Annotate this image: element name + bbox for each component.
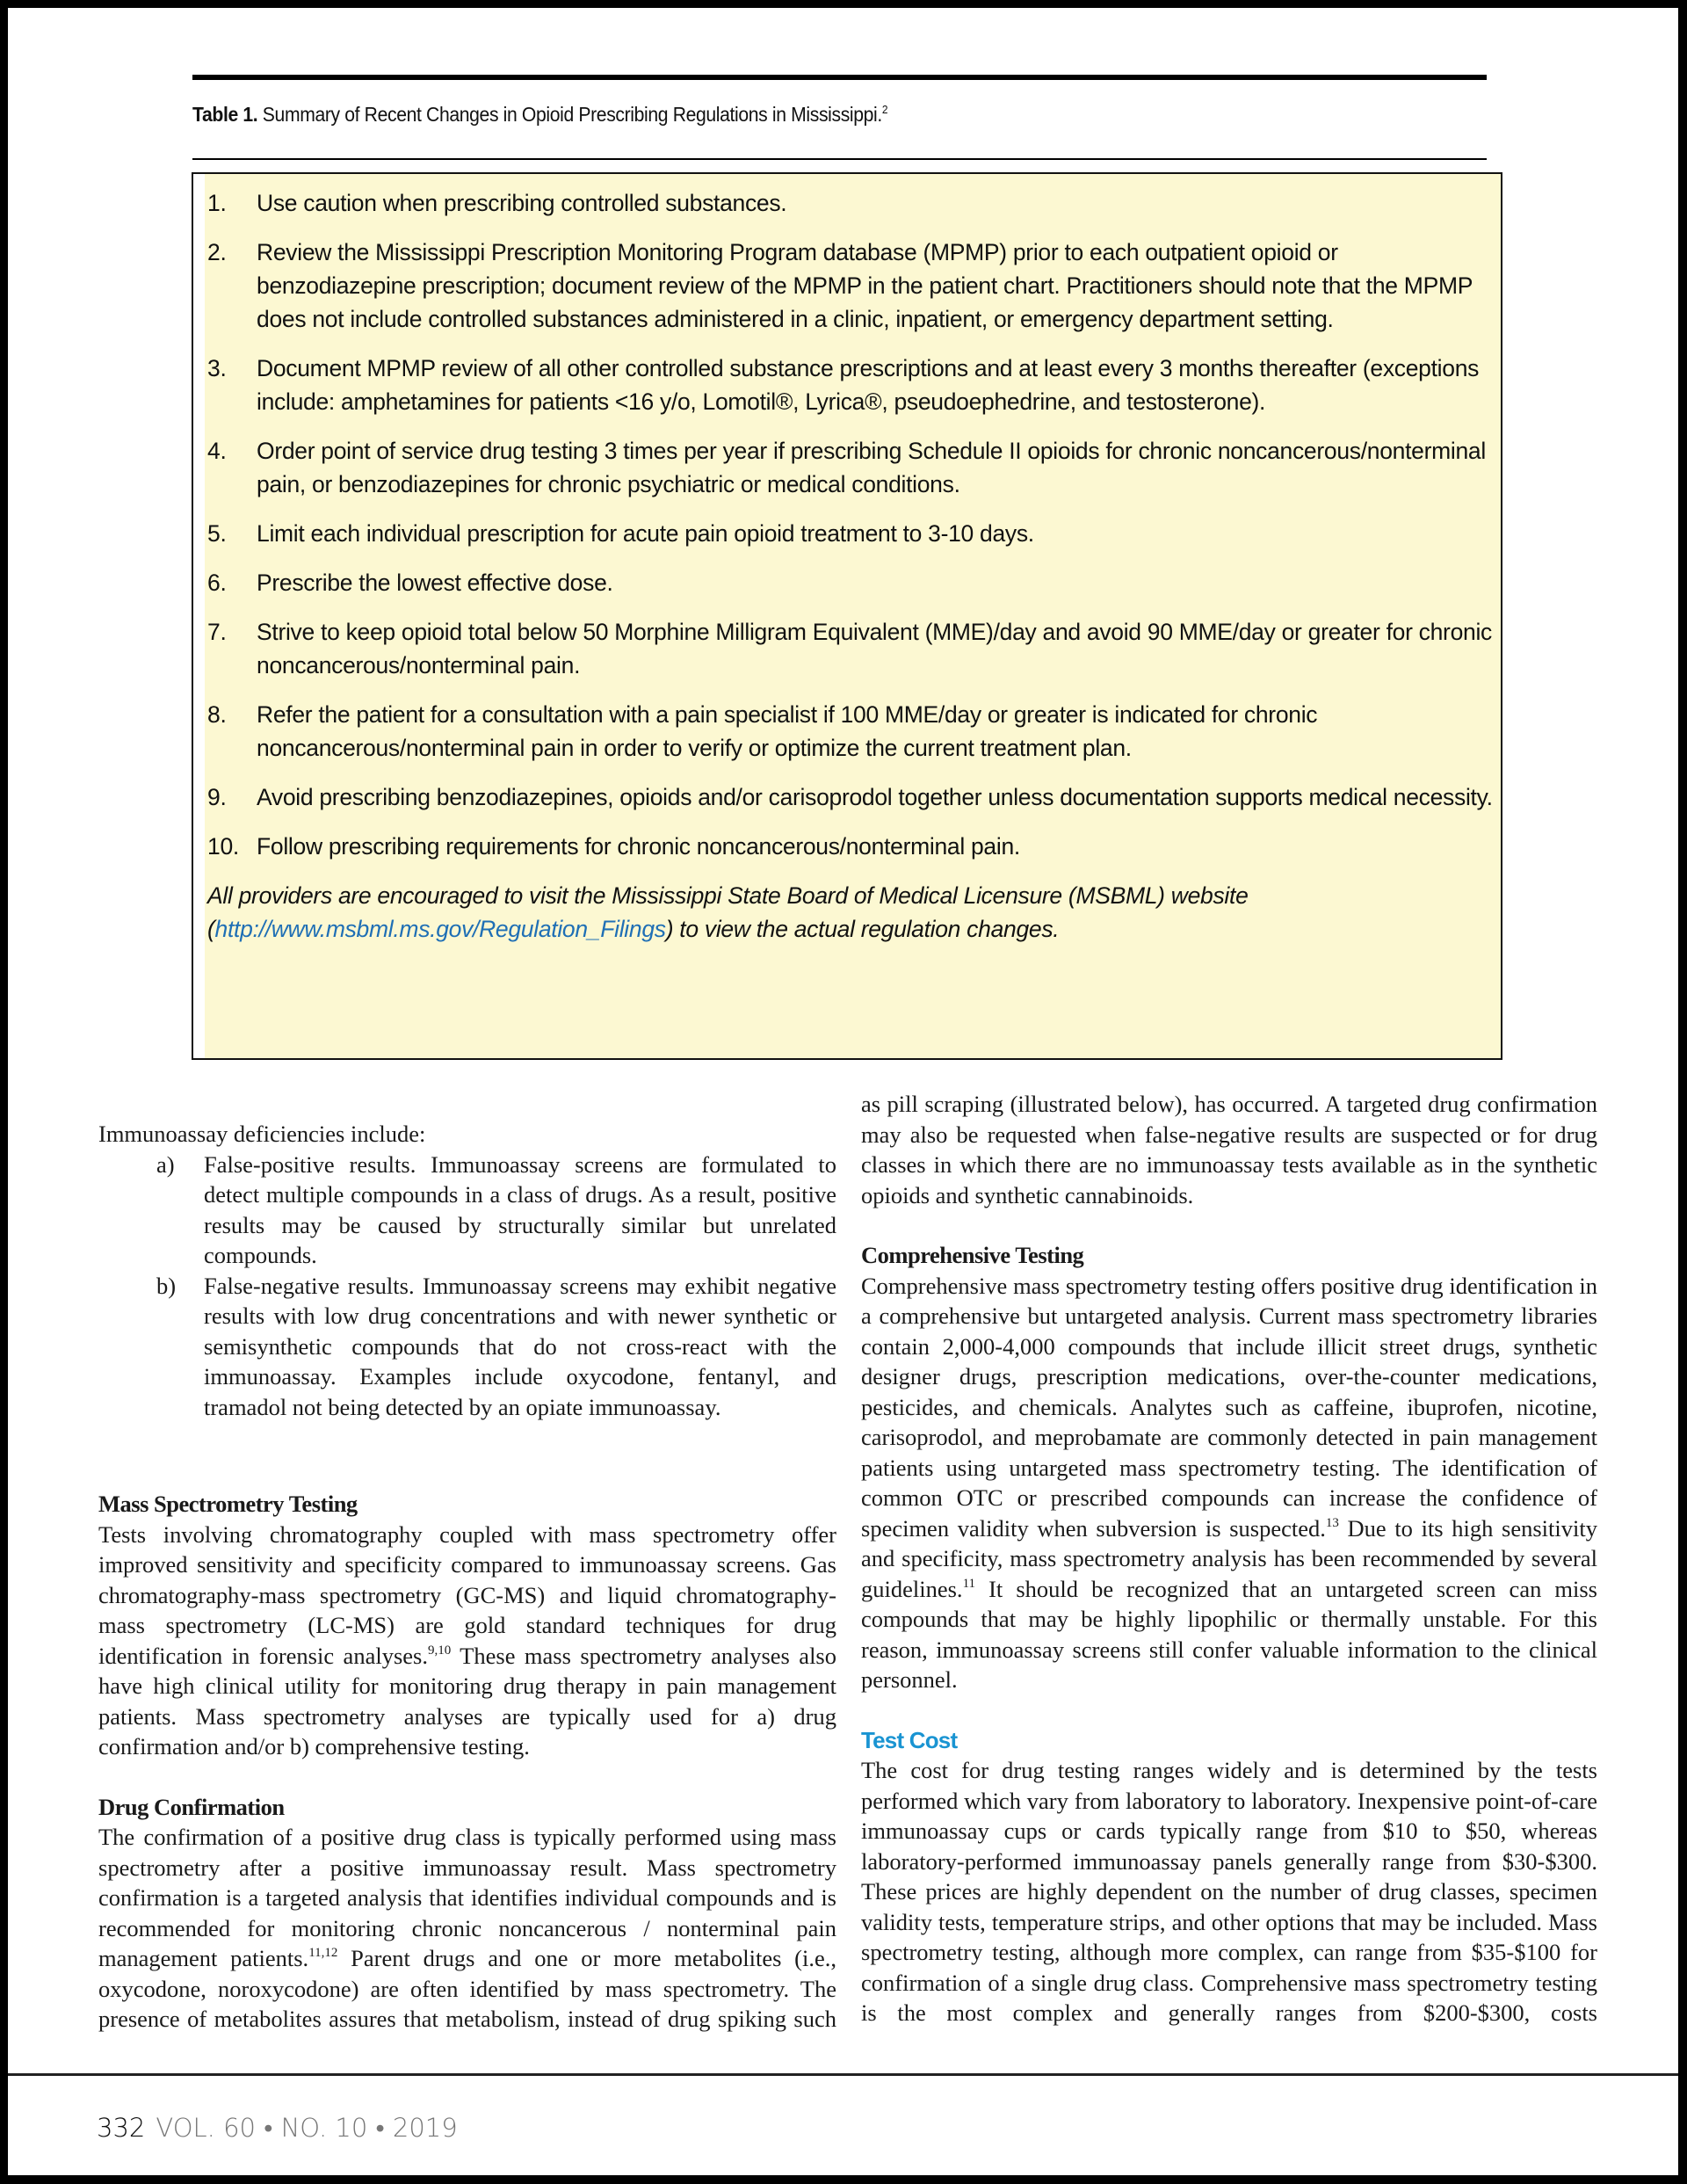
regulation-item	[207, 352, 1494, 418]
left-column	[98, 1119, 836, 2035]
item-text: Order point of service drug testing 3 times per year if prescribing Schedule II opioids for chronic noncancerous/nonterminal pain, or benzodiazepines for chronic psychiatric or medical conditions.	[257, 438, 1486, 497]
item-text: Limit each individual prescription for acute pain opioid treatment to 3-10 days.	[257, 520, 1034, 547]
item-text: Document MPMP review of all other controlled substance prescriptions and at least every 3 months thereafter (exceptions include: amphetamines for patients <16 y/o, Lomotil®, Lyrica®, pseudoephedrine, and testosterone).	[257, 355, 1480, 415]
page-footer	[97, 2113, 458, 2144]
mass-spectrometry-paragraph	[98, 1520, 836, 1762]
table-caption-ref: 2	[881, 103, 888, 116]
regulation-item	[207, 615, 1494, 682]
table-caption-text: Summary of Recent Changes in Opioid Prescribing Regulations in Mississippi.	[257, 103, 882, 126]
citation-ref: 11,12	[308, 1946, 338, 1960]
item-number: 3.	[207, 355, 227, 381]
regulation-item	[207, 186, 1494, 220]
test-cost-paragraph: The cost for drug testing ranges widely and is determined by the tests performed which vary from laboratory to laboratory. Inexpensive point-of-care immunoassay cups or cards typically range from $10 to $50, whereas laboratory-performed immunoassay panels generally range from $30-$300. These prices are highly dependent on the number of drug classes, specimen validity tests, temperature strips, and other options that may be included. Mass spectrometry testing, although more complex, can range from $35-$100 for confirmation of a single drug class. Comprehensive mass spectrometry testing is the most complex and generally ranges from $200-$300, costs	[861, 1757, 1597, 2026]
paragraph-text: Comprehensive mass spectrometry testing offers positive drug identification in a comprehensive but untargeted analysis. Current mass spectrometry libraries contain 2,000-4,000 compounds that include illicit street drugs, synthetic designer drugs, prescription medications, over-the-counter medications, pesticides, and chemicals. Analytes such as caffeine, ibuprofen, nicotine, carisoprodol, and meprobamate are commonly detected in pain management patients using untargeted mass spectrometry testing. The identification of common OTC or prescribed compounds can increase the confidence of specimen validity when subversion is suspected.	[861, 1272, 1597, 1542]
deficiencies-list	[98, 1150, 836, 1423]
item-text: Use caution when prescribing controlled substances.	[257, 190, 787, 216]
note-text: ) to view the actual regulation changes.	[665, 916, 1060, 942]
item-number: 8.	[207, 701, 227, 728]
regulation-item	[207, 780, 1494, 814]
citation-ref: 11	[962, 1576, 976, 1591]
regulation-item	[207, 566, 1494, 599]
page-number: 332	[97, 2113, 146, 2143]
section-heading-mass-spectrometry: Mass Spectrometry Testing	[98, 1491, 358, 1517]
section-heading-comprehensive-testing: Comprehensive Testing	[861, 1242, 1084, 1268]
item-number: 4.	[207, 438, 227, 464]
paragraph-text: Parent drugs and one or more metabolites (i.e., oxycodone, noroxycodone) are often identified by mass spectrometry. The presence of metabolites assures that metabolism, instead of drug spiking such	[98, 1945, 836, 2032]
table-caption	[192, 103, 887, 127]
item-text: False-negative results. Immunoassay screens may exhibit negative results with low drug concentrations and with newer synthetic or semisynthetic compounds that do not cross-react with the immunoassay. Examples include oxycodone, fentanyl, and tramadol not being detected by an opiate immunoassay.	[204, 1272, 836, 1420]
item-text: Prescribe the lowest effective dose.	[257, 570, 613, 596]
note-text: All providers are encouraged to visit the Mississippi State Board of Medical Licensure (MSBML) website (	[207, 882, 1249, 942]
item-number: 1.	[207, 190, 227, 216]
deficiency-item	[98, 1150, 836, 1271]
item-text: Avoid prescribing benzodiazepines, opioids and/or carisoprodol together unless documentation supports medical necessity.	[257, 784, 1493, 810]
item-text: Follow prescribing requirements for chronic noncancerous/nonterminal pain.	[257, 833, 1020, 860]
item-number: 2.	[207, 239, 227, 265]
paragraph-text: Tests involving chromatography coupled with mass spectrometry offer improved sensitivity and specificity compared to immunoassay screens. Gas chromatography-mass spectrometry (GC-MS) and liquid chromatography-mass spectrometry (LC-MS) are gold standard techniques for drug identification in forensic analyses.	[98, 1520, 836, 1669]
regulation-item	[207, 517, 1494, 550]
regulation-item	[207, 434, 1494, 501]
table-note	[207, 879, 1494, 946]
document-page	[8, 8, 1678, 2175]
item-text: Refer the patient for a consultation with a pain specialist if 100 MME/day or greater is indicated for chronic noncancerous/nonterminal pain in order to verify or optimize the current treatment plan.	[257, 701, 1318, 761]
regulations-list	[207, 186, 1494, 946]
table-caption-rule	[192, 158, 1487, 160]
volume-info: VOL. 60 • NO. 10 • 2019	[156, 2113, 458, 2143]
regulation-item	[207, 698, 1494, 765]
section-heading-drug-confirmation: Drug Confirmation	[98, 1793, 285, 1820]
footer-rule	[8, 2073, 1678, 2076]
item-label: a)	[156, 1150, 175, 1178]
paragraph-text: It should be recognized that an untargeted screen can miss compounds that may be highly lipophilic or thermally unstable. For this reason, immunoassay screens still confer valuable information to the clinical personnel.	[861, 1575, 1597, 1693]
item-text: Review the Mississippi Prescription Monitoring Program database (MPMP) prior to each outpatient opioid or benzodiazepine prescription; document review of the MPMP in the patient chart. Practitioners should note that the MPMP does not include controlled substances administered in a clinic, inpatient, or emergency department setting.	[257, 239, 1473, 332]
deficiencies-intro: Immunoassay deficiencies include:	[98, 1121, 426, 1147]
item-number: 5.	[207, 520, 227, 547]
item-text: Strive to keep opioid total below 50 Morphine Milligram Equivalent (MME)/day and avoid 90 MME/day or greater for chronic noncancerous/nonterminal pain.	[257, 619, 1492, 678]
citation-ref: 9,10	[427, 1643, 452, 1658]
paragraph-text: These mass spectrometry analyses also have high clinical utility for monitoring drug therapy in pain management patients. Mass spectrometry analyses are typically used for a) drug confirmation and/or b) comprehensive testing.	[98, 1642, 836, 1760]
drug-confirmation-continued: as pill scraping (illustrated below), has occurred. A targeted drug confirmation may also be requested when false-negative results are suspected or for drug classes in which there are no immunoassay tests available as in the synthetic opioids and synthetic cannabinoids.	[861, 1091, 1597, 1208]
citation-ref: 13	[1325, 1515, 1339, 1530]
table-caption-label: Table 1.	[192, 103, 258, 126]
paragraph-text: The confirmation of a positive drug class is typically performed using mass spectrometry after a positive immunoassay result. Mass spectrometry confirmation is a targeted analysis that identifies individual compounds and is recommended for monitoring chronic noncancerous / nonterminal pain management patients.	[98, 1824, 836, 1971]
item-number: 7.	[207, 619, 227, 645]
item-label: b)	[156, 1272, 177, 1299]
regulation-item	[207, 830, 1494, 863]
msbml-link[interactable]: http://www.msbml.ms.gov/Regulation_Filings	[214, 916, 666, 942]
section-heading-test-cost: Test Cost	[861, 1726, 958, 1753]
drug-confirmation-paragraph	[98, 1822, 836, 2035]
item-number: 9.	[207, 784, 227, 810]
right-column	[861, 1089, 1597, 2028]
deficiency-item	[98, 1271, 836, 1423]
regulations-table	[192, 172, 1502, 1060]
item-number: 6.	[207, 570, 227, 596]
comprehensive-testing-paragraph	[861, 1271, 1597, 1695]
item-text: False-positive results. Immunoassay screens are formulated to detect multiple compounds in a class of drugs. As a result, positive results may be caused by structurally similar but unrelated compounds.	[204, 1150, 836, 1268]
paragraph-text: Due to its high sensitivity and specificity, mass spectrometry analysis has been recommended by several guidelines.	[861, 1514, 1597, 1602]
table-top-rule	[192, 75, 1487, 80]
regulation-item	[207, 236, 1494, 336]
item-number: 10.	[207, 833, 239, 860]
